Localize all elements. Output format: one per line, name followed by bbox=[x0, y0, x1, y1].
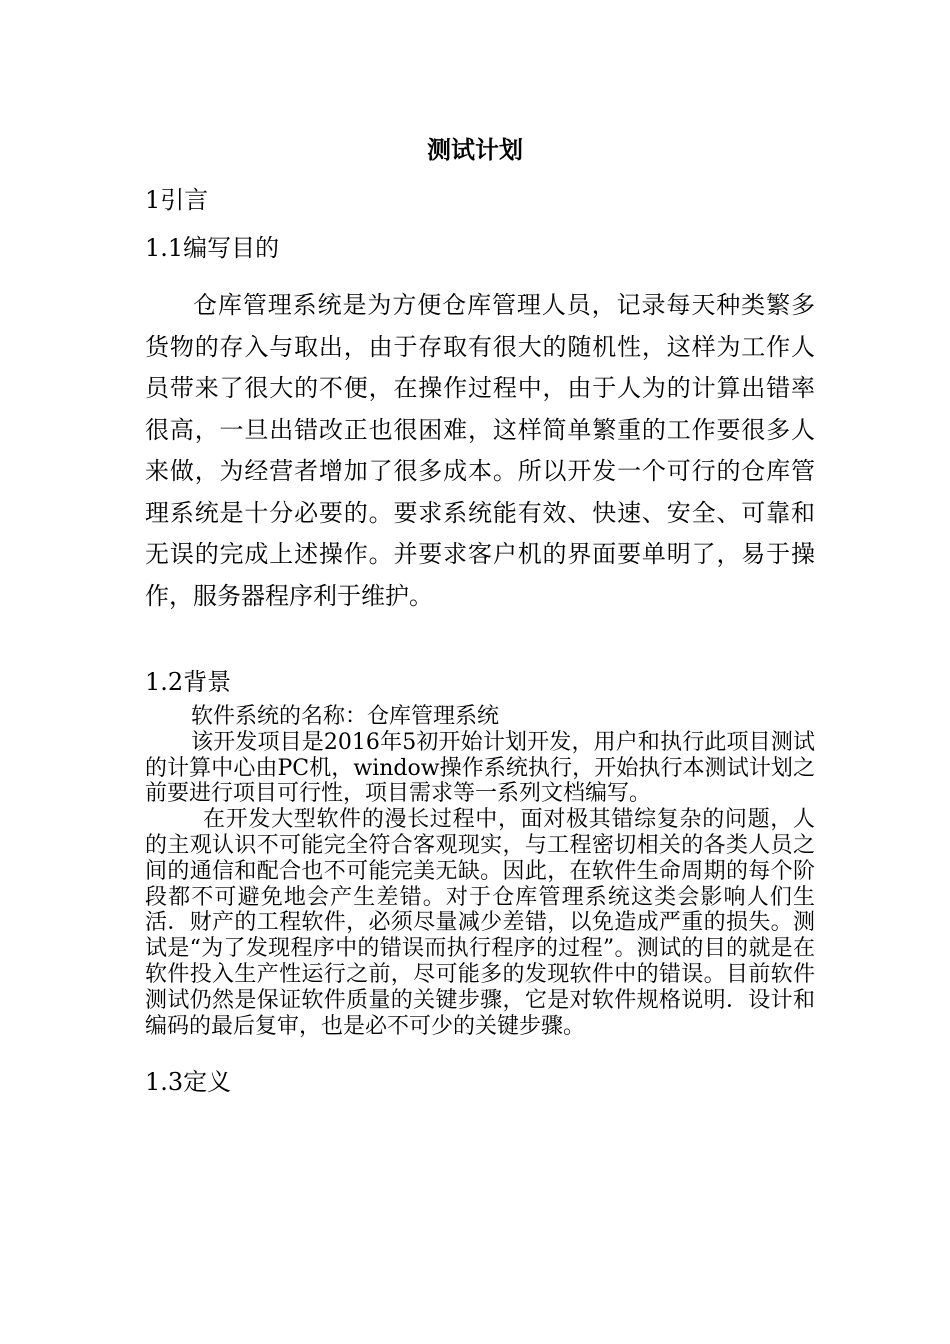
document-title: 测试计划 bbox=[427, 135, 523, 164]
background-system-name: 软件系统的名称：仓库管理系统 bbox=[191, 704, 500, 729]
section-heading-background: 1.2背景 bbox=[145, 668, 232, 696]
background-paragraph-project: 该开发项目是2016年5初开始计划开发，用户和执行此项目测试的计算中心由PC机，window操作系统执行，开始执行本测试计划之前要进行项目可行性，项目需求等一系列文档编写。 bbox=[145, 729, 815, 807]
section-heading-definitions: 1.3定义 bbox=[145, 1068, 232, 1096]
section-heading-introduction: 1引言 bbox=[145, 186, 209, 214]
background-paragraph-testing: 在开发大型软件的漫长过程中，面对极其错综复杂的问题，人的主观认识不可能完全符合客观现实，与工程密切相关的各类人员之间的通信和配合也不可能完美无缺。因此，在软件生命周期的每个阶段都不可避免地会产生差错。对于仓库管理系统这类会影响人们生活．财产的工程软件，必须尽量减少差错，以免造成严重的损失。测试是“为了发现程序中的错误而执行程序的过程”。测试的目的就是在软件投入生产性运行之前，尽可能多的发现软件中的错误。目前软件测试仍然是保证软件质量的关键步骤，它是对软件规格说明．设计和编码的最后复审，也是必不可少的关键步骤。 bbox=[145, 807, 815, 1039]
purpose-paragraph: 仓库管理系统是为方便仓库管理人员，记录每天种类繁多货物的存入与取出，由于存取有很大的随机性，这样为工作人员带来了很大的不便，在操作过程中，由于人为的计算出错率很高，一旦出错改正也很困难，这样简单繁重的工作要很多人来做，为经营者增加了很多成本。所以开发一个可行的仓库管理系统是十分必要的。要求系统能有效、快速、安全、可靠和无误的完成上述操作。并要求客户机的界面要单明了，易于操作，服务器程序利于维护。 bbox=[145, 291, 815, 610]
section-heading-purpose: 1.1编写目的 bbox=[145, 234, 280, 262]
background-section-body bbox=[145, 704, 815, 1039]
